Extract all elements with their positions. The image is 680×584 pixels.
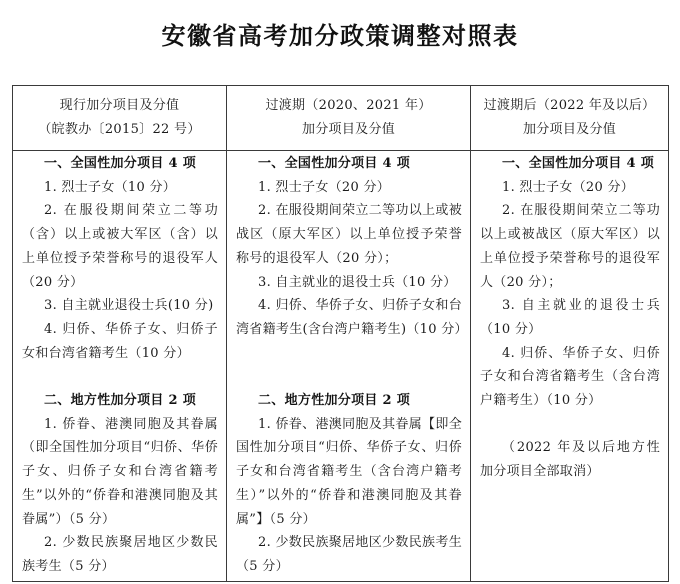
bonus-item: 2. 少数民族聚居地区少数民族考生（5 分） bbox=[22, 535, 218, 574]
bonus-item: 3. 自主就业的退役士兵（10 分） bbox=[258, 274, 457, 290]
policy-note: （2022 年及以后地方性加分项目全部取消） bbox=[480, 440, 660, 480]
bonus-item: 1. 侨眷、港澳同胞及其眷属【即全国性加分项目“归侨、华侨子女、归侨子女和台湾省籍考生（含台湾户籍考生）”以外的“侨眷和港澳同胞及其眷属”】（5 分） bbox=[236, 416, 462, 527]
national-section bbox=[236, 152, 468, 389]
local-section bbox=[236, 389, 462, 579]
bonus-item: 1. 侨眷、港澳同胞及其眷属（即全国性加分项目“归侨、华侨子女、归侨子女和台湾省籍考生”以外的“侨眷和港澳同胞及其眷属”）（5 分） bbox=[22, 416, 218, 527]
section-heading: 二、地方性加分项目 2 项 bbox=[44, 393, 196, 408]
column-header-line: 加分项目及分值 bbox=[301, 122, 396, 137]
page-title: 安徽省高考加分政策调整对照表 bbox=[161, 21, 519, 50]
bonus-item: 4. 归侨、华侨子女、归侨子女和台湾省籍考生（含台湾户籍考生）（10 分） bbox=[480, 345, 660, 409]
section-heading: 一、全国性加分项目 4 项 bbox=[502, 156, 654, 171]
column-header-line: 加分项目及分值 bbox=[522, 122, 617, 137]
bonus-item: 4. 归侨、华侨子女、归侨子女和台湾省籍考生(含台湾户籍考生)（10 分） bbox=[236, 298, 468, 337]
column-header-line: 过渡期（2020、2021 年） bbox=[265, 98, 432, 113]
bonus-item: 2. 少数民族聚居地区少数民族考生（5 分） bbox=[236, 535, 462, 574]
column-header-current bbox=[13, 86, 227, 151]
column-header-line: （皖教办〔2015〕22 号） bbox=[38, 122, 201, 137]
bonus-item: 1. 烈士子女（20 分） bbox=[502, 179, 635, 195]
column-body-current bbox=[13, 151, 227, 581]
column-body-transition bbox=[227, 151, 471, 581]
section-heading: 二、地方性加分项目 2 项 bbox=[258, 393, 410, 408]
bonus-item: 4. 归侨、华侨子女、归侨子女和台湾省籍考生（10 分） bbox=[22, 321, 218, 361]
bonus-item: 2. 在服役期间荣立二等功以上或被战区（原大军区）以上单位授予荣誉称号的退役军人（20 分）； bbox=[236, 203, 462, 266]
section-heading: 一、全国性加分项目 4 项 bbox=[258, 156, 410, 171]
column-header-transition bbox=[227, 86, 471, 151]
bonus-item: 1. 烈士子女（10 分） bbox=[44, 179, 177, 195]
column-body-post-transition bbox=[471, 151, 668, 581]
bonus-item: 2. 在服役期间荣立二等功（含）以上或被大军区（含）以上单位授予荣誉称号的退役军人（20 分） bbox=[22, 203, 218, 290]
national-section bbox=[22, 152, 218, 389]
column-header-line: 过渡期后（2022 年及以后） bbox=[483, 98, 656, 113]
comparison-table bbox=[12, 85, 669, 582]
bonus-item: 1. 烈士子女（20 分） bbox=[258, 179, 391, 195]
column-header-line: 现行加分项目及分值 bbox=[59, 98, 180, 113]
national-section bbox=[480, 152, 660, 413]
column-header-post-transition bbox=[471, 86, 668, 151]
section-heading: 一、全国性加分项目 4 项 bbox=[44, 156, 196, 171]
bonus-item: 2. 在服役期间荣立二等功以上或被战区（原大军区）以上单位授予荣誉称号的退役军人（20 分）； bbox=[480, 203, 660, 290]
local-section bbox=[22, 389, 218, 579]
bonus-item: 3. 自主就业退役士兵(10 分) bbox=[44, 298, 214, 314]
bonus-item: 3. 自主就业的退役士兵（10 分） bbox=[480, 298, 660, 337]
